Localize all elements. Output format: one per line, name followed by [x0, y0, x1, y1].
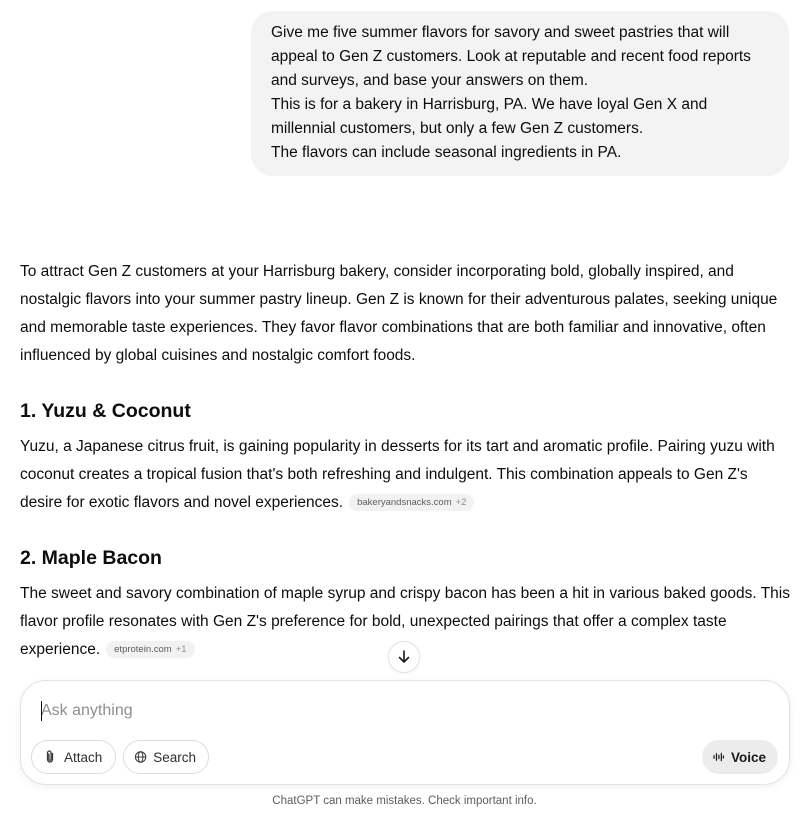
composer: [20, 680, 790, 785]
citation-chip[interactable]: [349, 494, 474, 511]
section-heading: 1. Yuzu & Coconut: [20, 400, 191, 422]
paperclip-icon: [42, 749, 58, 765]
attach-label: Attach: [64, 749, 103, 765]
citation-chip[interactable]: [106, 641, 194, 658]
disclaimer: ChatGPT can make mistakes. Check important info.: [272, 795, 537, 807]
section-body-text: Yuzu, a Japanese citrus fruit, is gaining popularity in desserts for its tart and aromatic profile. Pairing yuzu with coconut creates a tropical fusion that's both refreshing and indulgent. This combination appeals to Gen Z's desire for exotic flavors and novel experiences.: [20, 438, 775, 511]
citation-source: etprotein.com: [114, 644, 172, 655]
citation-more: +2: [455, 497, 467, 508]
text-caret: [41, 701, 42, 721]
user-message-line: The flavors can include seasonal ingredients in PA.: [271, 144, 622, 161]
search-button[interactable]: [123, 740, 209, 774]
section-heading: 2. Maple Bacon: [20, 547, 162, 569]
citation-more: +1: [175, 644, 187, 655]
assistant-message: [20, 258, 790, 664]
user-message-line: Give me five summer flavors for savory and sweet pastries that will appeal to Gen Z customers. Look at reputable and recent food reports and surveys, and base your answers on them.: [271, 24, 751, 89]
citation-source: bakeryandsnacks.com: [357, 497, 452, 508]
voice-label: Voice: [730, 749, 766, 765]
voice-button[interactable]: [702, 740, 778, 774]
prompt-input[interactable]: [41, 699, 741, 723]
attach-button[interactable]: [31, 740, 116, 774]
globe-icon: [134, 749, 147, 765]
user-message-line: This is for a bakery in Harrisburg, PA. We have loyal Gen X and millennial customers, but only a few Gen Z customers.: [271, 96, 708, 137]
scroll-to-bottom-button[interactable]: [388, 641, 420, 673]
waveform-icon: [712, 749, 725, 765]
assistant-intro: To attract Gen Z customers at your Harrisburg bakery, consider incorporating bold, globally inspired, and nostalgic flavors into your summer pastry lineup. Gen Z is known for their adventurous palates, seeking unique and memorable taste experiences. They favor flavor combinations that are both familiar and innovative, often influenced by global cuisines and nostalgic comfort foods.: [20, 263, 778, 364]
section-body-text: The sweet and savory combination of maple syrup and crispy bacon has been a hit in various baked goods. This flavor profile resonates with Gen Z's preference for bold, unexpected pairings that offer a complex taste experience.: [20, 585, 790, 658]
section-body: [20, 433, 790, 517]
user-message-bubble: [251, 11, 789, 176]
arrow-down-icon: [396, 649, 412, 665]
search-label: Search: [153, 749, 196, 765]
